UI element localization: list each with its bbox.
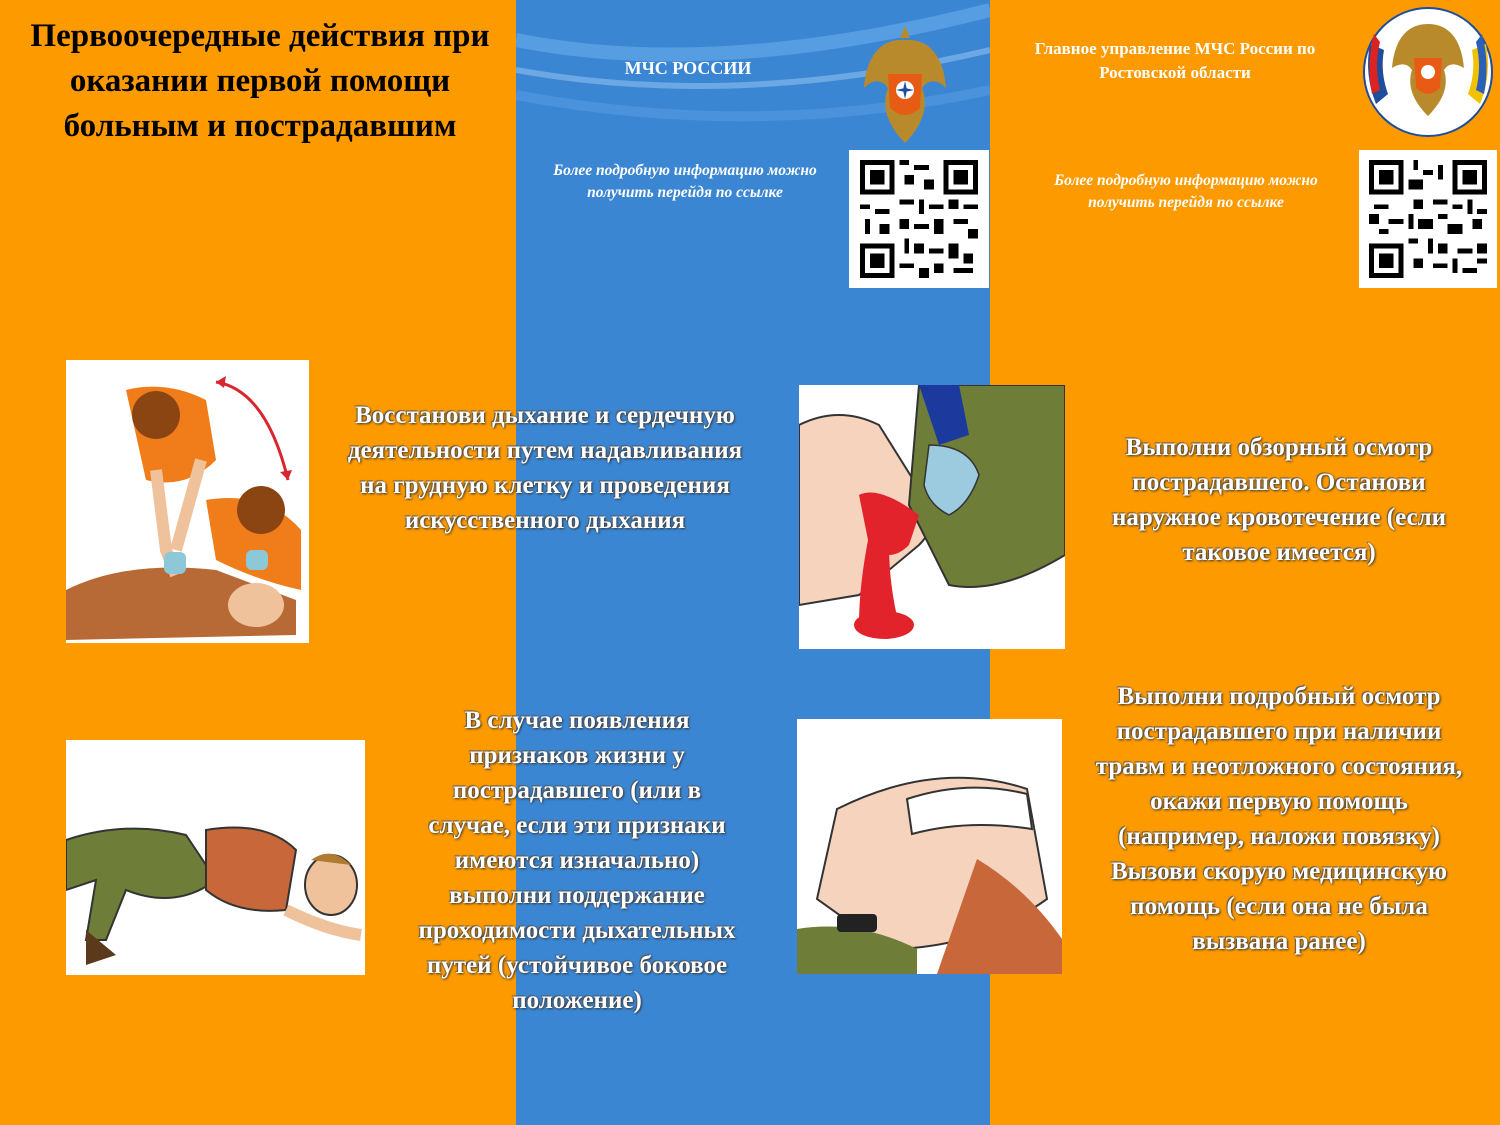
more-info-text-mchs: Более подробную информацию можно получить перейдя по ссылке: [553, 162, 817, 201]
bandage-illustration: [797, 719, 1062, 974]
bleeding-illustration: [799, 385, 1065, 649]
org-name-mchs: МЧС РОССИИ: [624, 58, 752, 78]
step-detailed-text: Выполни подробный осмотр пострадавшего при наличии травм и неотложного состояния, окажи первую помощь (например, наложи повязку): [1095, 683, 1463, 850]
step-ambulance-text: Вызови скорую медицинскую помощь (если она не была вызвана ранее): [1110, 858, 1448, 955]
qr-code-icon: [1369, 160, 1487, 278]
step-cpr-text: Восстанови дыхание и сердечную деятельности путем надавливания на грудную клетку и проведения искусственного дыхания: [347, 402, 743, 534]
qr-code-rostov[interactable]: [1359, 150, 1497, 288]
qr-code-mchs[interactable]: [849, 150, 989, 288]
more-info-text-rostov: Более подробную информацию можно получить перейдя по ссылке: [1054, 172, 1318, 211]
rostov-mchs-emblem-icon: [1360, 4, 1496, 140]
step-inspect-text: Выполни обзорный осмотр пострадавшего. Останови наружное кровотечение (если таковое имеется): [1111, 434, 1447, 566]
org-name-rostov: Главное управление МЧС России по Ростовской области: [1034, 39, 1316, 82]
step-recovery-text: В случае появления признаков жизни у пострадавшего (или в случае, если эти признаки имеются изначально) выполни поддержание проходимости дыхательных путей (устойчивое боковое положение): [418, 707, 736, 1014]
qr-code-icon: [859, 160, 979, 278]
step-detailed-block: [1090, 679, 1468, 959]
recovery-position-illustration: [66, 740, 365, 975]
mchs-emblem-icon: [860, 18, 950, 148]
page-title: Первоочередные действия при оказании первой помощи больным и пострадавшим: [30, 18, 490, 144]
cpr-illustration: [66, 360, 309, 643]
